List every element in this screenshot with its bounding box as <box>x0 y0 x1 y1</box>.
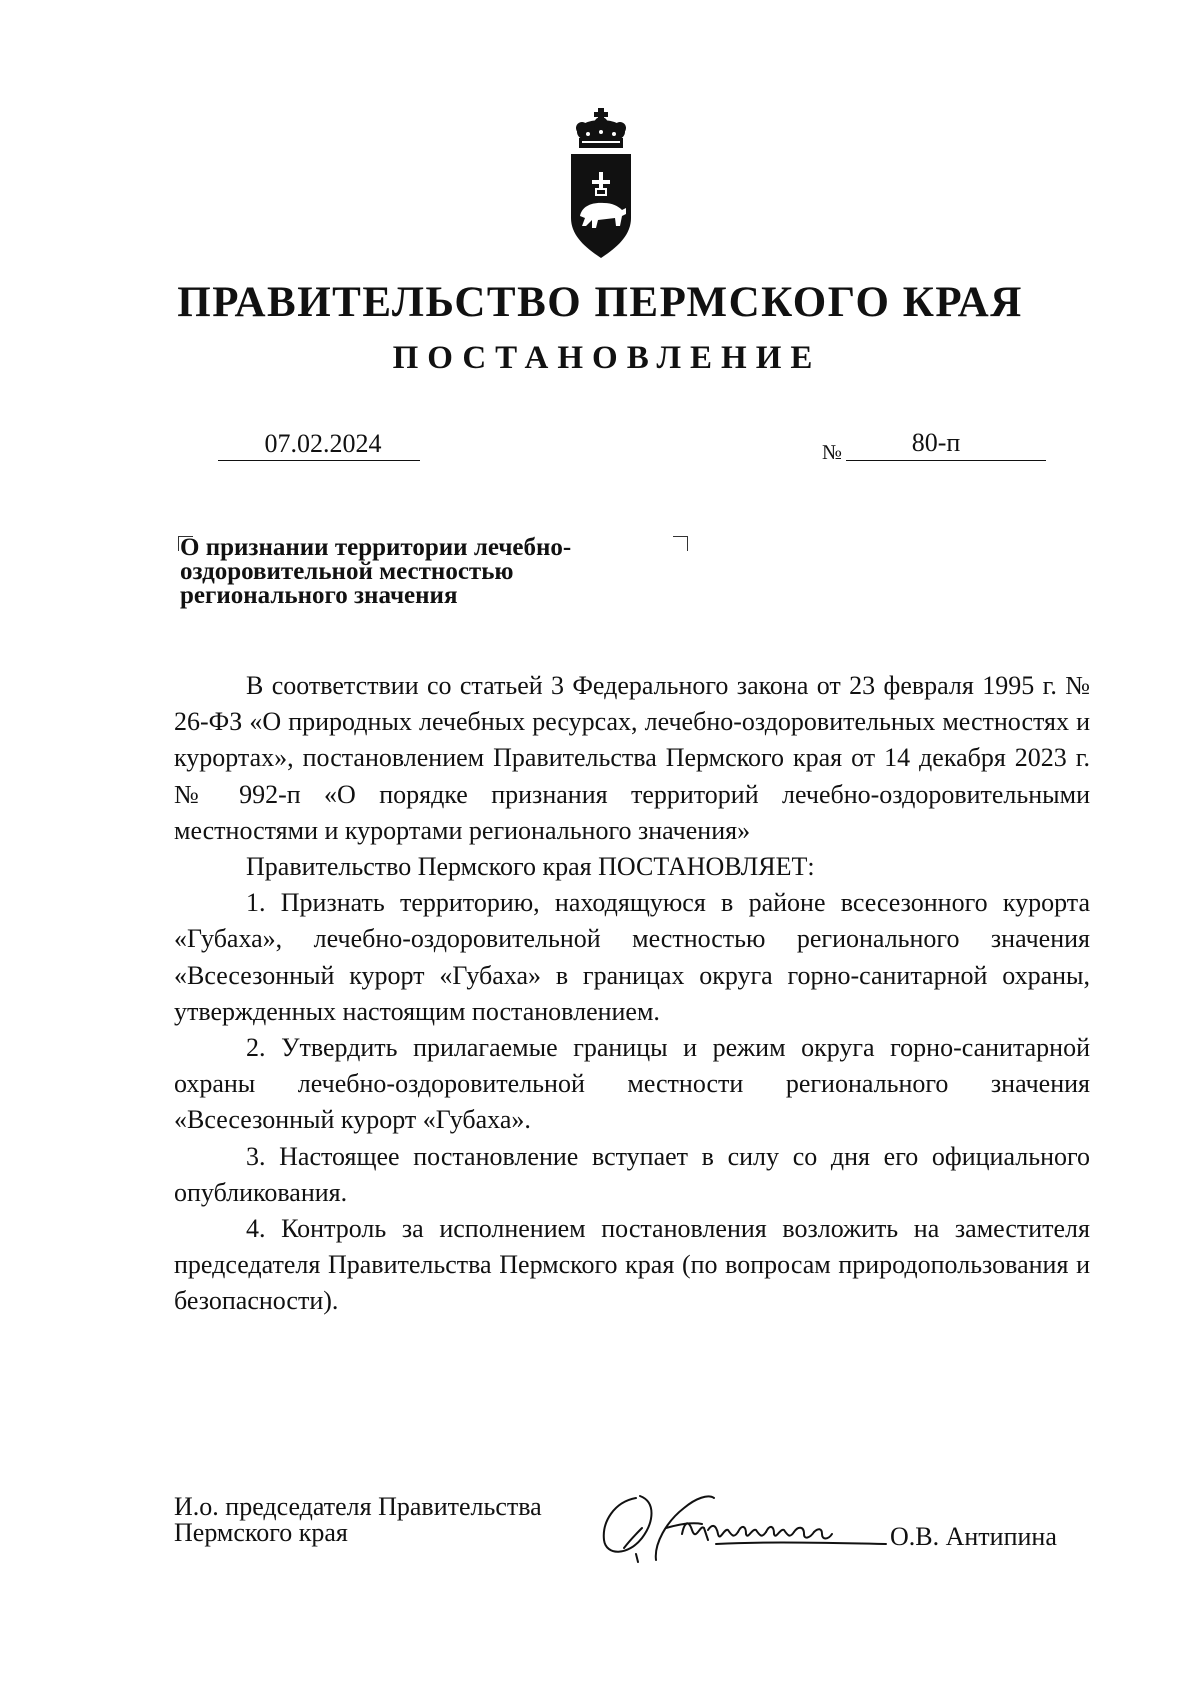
subject-line: оздоровительной местностью <box>180 558 514 585</box>
resolves-paragraph: Правительство Пермского края ПОСТАНОВЛЯЕТ: <box>246 852 815 882</box>
signer-name: О.В. Антипина <box>890 1522 1057 1551</box>
government-title: ПРАВИТЕЛЬСТВО ПЕРМСКОГО КРАЯ <box>177 279 1023 326</box>
item-paragraph: 1. Признать территорию, находящуюся в районе всесезонного курорта «Губаха», лечебно-оздоровительной местностью регионального значения «Всесезонный курорт «Губаха» в границах округа горно-санитарной охраны, утвержденных настоящим постановлением. <box>174 888 1090 1026</box>
number-sign: № <box>822 440 843 464</box>
signer-title <box>174 1494 542 1546</box>
subject-line: регионального значения <box>180 582 458 609</box>
signer-title-line: И.о. председателя Правительства <box>174 1492 542 1521</box>
handwritten-signature <box>596 1488 896 1564</box>
coat-of-arms-icon <box>568 108 634 260</box>
item-paragraph: 4. Контроль за исполнением постановления возложить на заместителя председателя Правительства Пермского края (по вопросам природопользования и безопасности). <box>174 1214 1090 1316</box>
document-body <box>174 668 1090 1320</box>
document-subject <box>180 536 680 608</box>
subject-line: О признании территории лечебно- <box>180 534 572 561</box>
document-date: 07.02.2024 <box>218 428 420 461</box>
item-paragraph: 2. Утвердить прилагаемые границы и режим округа горно-санитарной охраны лечебно-оздоровительной местности регионального значения «Всесезонный курорт «Губаха». <box>174 1033 1090 1135</box>
document-number: 80-п <box>846 426 1046 461</box>
signer-title-line: Пермского края <box>174 1518 348 1547</box>
preamble-paragraph: В соответствии со статьей 3 Федерального закона от 23 февраля 1995 г. № 26-ФЗ «О природных лечебных ресурсах, лечебно-оздоровительных местностях и курортах», постановлением Правительства Пермского края от 14 декабря 2023 г. № 992-п «О порядке признания территорий лечебно-оздоровительными местностями и курортами регионального значения» <box>174 671 1090 845</box>
document-type: ПОСТАНОВЛЕНИЕ <box>392 340 822 376</box>
item-paragraph: 3. Настоящее постановление вступает в силу со дня его официального опубликования. <box>174 1141 1090 1207</box>
